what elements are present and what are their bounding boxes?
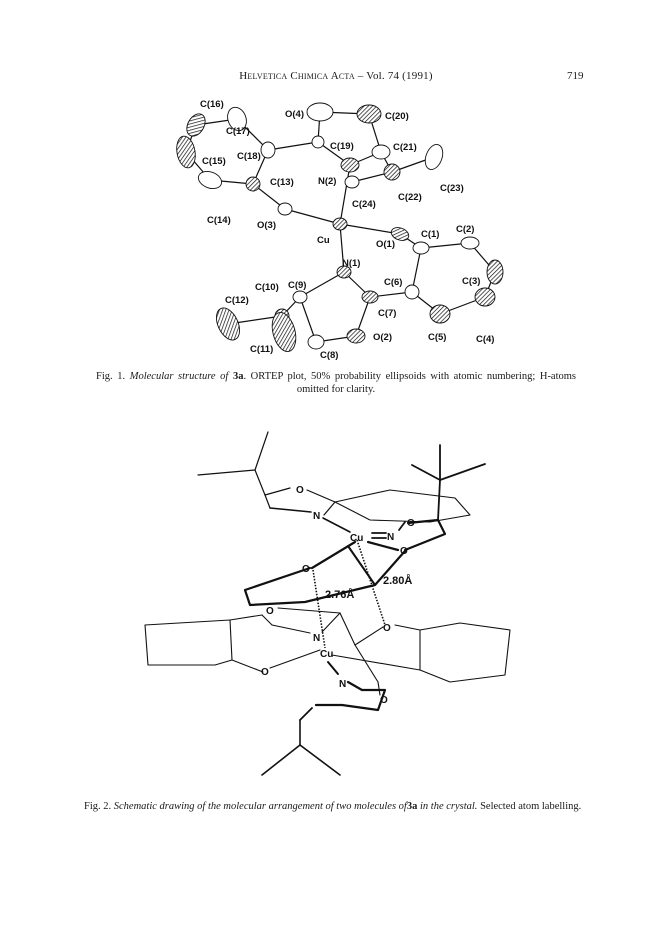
label-c12: C(12) <box>225 295 249 306</box>
fig2-label-n-bottom-lower: N <box>339 679 347 690</box>
page-number: 719 <box>567 70 584 82</box>
figure-2-compound: 3a <box>406 801 418 812</box>
fig2-label-o-top-left: O <box>302 564 310 575</box>
figure-1-ortep-plot <box>0 92 672 364</box>
figure-2-caption-italic: Schematic drawing of the molecular arrangement of two molecules of <box>113 801 407 812</box>
fig2-label-o-bottom-right: O <box>383 623 391 634</box>
figure-2-caption-italic-tail: in the crystal. <box>419 801 478 812</box>
lower-molecule <box>145 608 510 775</box>
label-c7: C(7) <box>378 308 397 319</box>
label-c15: C(15) <box>202 156 226 167</box>
label-c23: C(23) <box>440 183 464 194</box>
figure-2-caption <box>84 800 604 813</box>
figure-1-compound: 3a <box>232 371 244 382</box>
label-c18: C(18) <box>237 151 261 162</box>
label-c2: C(2) <box>456 224 475 235</box>
figure-2-schematic <box>0 420 672 795</box>
fig2-label-o-bottom-ring: O <box>266 606 274 617</box>
fig2-label-o-top-right: O <box>407 518 415 529</box>
running-header <box>0 70 672 86</box>
label-c22: C(22) <box>398 192 422 203</box>
label-c3: C(3) <box>462 276 481 287</box>
label-c1: C(1) <box>421 229 440 240</box>
label-c16: C(16) <box>200 99 224 110</box>
label-c13: C(13) <box>270 177 294 188</box>
fig2-label-n-top: N <box>313 511 321 522</box>
label-c19: C(19) <box>330 141 354 152</box>
figure-1-caption <box>96 370 576 396</box>
label-c8: C(8) <box>320 350 339 361</box>
distance-right-label: 2.80Å <box>383 575 413 587</box>
label-c17: C(17) <box>226 126 250 137</box>
label-n1: N(1) <box>342 258 361 269</box>
label-c10: C(10) <box>255 282 279 293</box>
label-c21: C(21) <box>393 142 417 153</box>
figure-2-label: Fig. 2. <box>84 801 112 812</box>
upper-molecule <box>198 432 485 605</box>
fig2-label-n-bottom: N <box>313 633 321 644</box>
label-o3: O(3) <box>257 220 276 231</box>
fig2-label-o-top-lower: O <box>400 546 408 557</box>
label-c20: C(20) <box>385 111 409 122</box>
fig2-label-o-bottom-lower: O <box>380 695 388 706</box>
label-o4: O(4) <box>285 109 304 120</box>
journal-volume: Vol. 74 (1991) <box>366 70 433 82</box>
fig2-label-cu-bottom: Cu <box>320 649 334 660</box>
journal-header: Helvetica Chimica Acta – Vol. 74 (1991) <box>239 70 433 82</box>
fig2-label-n-top-right: N <box>387 532 395 543</box>
fig2-label-o-top-ring: O <box>296 485 304 496</box>
figure-1-caption-italic: Molecular structure of <box>129 371 229 382</box>
label-c4: C(4) <box>476 334 495 345</box>
label-n2: N(2) <box>318 176 337 187</box>
fig2-label-cu-top: Cu <box>350 533 364 544</box>
label-c14: C(14) <box>207 215 231 226</box>
label-c9: C(9) <box>288 280 307 291</box>
figure-1-caption-text: . ORTEP plot, 50% probability ellipsoids with atomic numbering; H-atoms omitted for clarity. <box>243 371 577 395</box>
figure-1-label: Fig. 1. <box>96 371 126 382</box>
label-o2: O(2) <box>373 332 392 343</box>
journal-title: Helvetica Chimica Acta <box>239 70 355 82</box>
label-c6: C(6) <box>384 277 403 288</box>
fig2-label-o-bottom-left: O <box>261 667 269 678</box>
label-c5: C(5) <box>428 332 447 343</box>
label-c24: C(24) <box>352 199 376 210</box>
distance-left-label: 2.76Å <box>325 589 355 601</box>
figure-2-caption-text: Selected atom labelling. <box>480 801 582 812</box>
label-cu: Cu <box>317 235 330 246</box>
label-o1: O(1) <box>376 239 395 250</box>
label-c11: C(11) <box>250 344 274 355</box>
